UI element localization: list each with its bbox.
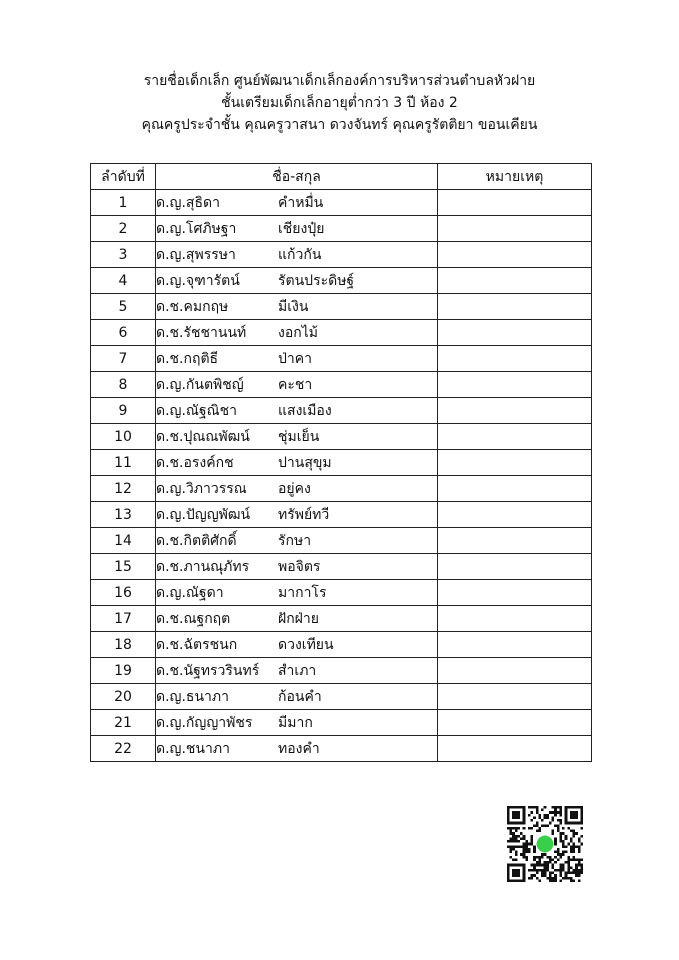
- table-header-row: [91, 164, 592, 190]
- table-row: [91, 346, 592, 372]
- student-first-name: ด.ช.กฤติธี: [156, 350, 219, 367]
- note-cell: [438, 554, 592, 580]
- student-name-cell: [156, 554, 438, 580]
- table-row: [91, 606, 592, 632]
- note-cell: [438, 398, 592, 424]
- row-number: 12: [91, 476, 156, 502]
- row-number: 7: [91, 346, 156, 372]
- student-name-cell: [156, 736, 438, 762]
- student-last-name: มากาโร: [278, 584, 327, 601]
- table-row: [91, 580, 592, 606]
- teachers-line: คุณครูประจำชั้น คุณครูวาสนา ดวงจันทร์ คุณครูรัตติยา ขอนเคียน: [141, 117, 538, 133]
- table-row: [91, 684, 592, 710]
- document-header: [0, 70, 679, 136]
- student-last-name: ทองคำ: [278, 740, 320, 757]
- student-last-name: ปานสุขุม: [278, 454, 332, 471]
- note-cell: [438, 216, 592, 242]
- student-last-name: ฝักฝ่าย: [278, 610, 319, 627]
- column-header-note: หมายเหตุ: [438, 164, 592, 190]
- note-cell: [438, 684, 592, 710]
- student-name-cell: [156, 372, 438, 398]
- note-cell: [438, 632, 592, 658]
- student-first-name: ด.ช.รัชชานนท์: [156, 324, 247, 341]
- student-name-cell: [156, 476, 438, 502]
- table-row: [91, 294, 592, 320]
- student-name-cell: [156, 216, 438, 242]
- column-header-number: ลำดับที่: [91, 164, 156, 190]
- student-last-name: สำเภา: [278, 662, 317, 679]
- row-number: 10: [91, 424, 156, 450]
- row-number: 17: [91, 606, 156, 632]
- row-number: 3: [91, 242, 156, 268]
- student-name-cell: [156, 658, 438, 684]
- student-first-name: ด.ญ.ธนาภา: [156, 688, 229, 705]
- table-row: [91, 736, 592, 762]
- student-name-cell: [156, 528, 438, 554]
- row-number: 14: [91, 528, 156, 554]
- student-name-cell: [156, 502, 438, 528]
- table-row: [91, 216, 592, 242]
- student-last-name: คะชา: [278, 376, 313, 393]
- table-row: [91, 268, 592, 294]
- row-number: 15: [91, 554, 156, 580]
- student-last-name: พอจิตร: [278, 558, 321, 575]
- table-row: [91, 398, 592, 424]
- student-name-cell: [156, 684, 438, 710]
- student-name-cell: [156, 242, 438, 268]
- student-first-name: ด.ช.กิตติศักดิ์: [156, 532, 237, 549]
- student-first-name: ด.ญ.วิภาวรรณ: [156, 480, 247, 497]
- student-name-cell: [156, 580, 438, 606]
- table-row: [91, 450, 592, 476]
- row-number: 20: [91, 684, 156, 710]
- column-header-name: ชื่อ-สกุล: [156, 164, 438, 190]
- student-last-name: เชียงปุ๋ย: [278, 220, 325, 237]
- row-number: 6: [91, 320, 156, 346]
- student-first-name: ด.ช.ภานณุภัทร: [156, 558, 250, 575]
- note-cell: [438, 320, 592, 346]
- table-row: [91, 502, 592, 528]
- row-number: 11: [91, 450, 156, 476]
- student-last-name: ป่าคา: [278, 350, 312, 367]
- table-row: [91, 710, 592, 736]
- row-number: 22: [91, 736, 156, 762]
- table-row: [91, 242, 592, 268]
- note-cell: [438, 294, 592, 320]
- note-cell: [438, 242, 592, 268]
- student-first-name: ด.ญ.ปัญญพัฒน์: [156, 506, 251, 523]
- table-row: [91, 190, 592, 216]
- table-row: [91, 554, 592, 580]
- row-number: 4: [91, 268, 156, 294]
- student-first-name: ด.ญ.กัญญาพัชร: [156, 714, 253, 731]
- row-number: 8: [91, 372, 156, 398]
- student-last-name: ก้อนคำ: [278, 688, 322, 705]
- note-cell: [438, 736, 592, 762]
- student-name-cell: [156, 632, 438, 658]
- student-first-name: ด.ญ.ชนาภา: [156, 740, 230, 757]
- student-first-name: ด.ญ.ณัฐดา: [156, 584, 224, 601]
- student-first-name: ด.ญ.จุฑารัตน์: [156, 272, 240, 289]
- student-last-name: มีมาก: [278, 714, 313, 731]
- student-name-cell: [156, 294, 438, 320]
- row-number: 13: [91, 502, 156, 528]
- student-last-name: คำหมื่น: [278, 194, 324, 211]
- note-cell: [438, 606, 592, 632]
- student-last-name: รักษา: [278, 532, 312, 549]
- student-roster-table: [90, 163, 592, 762]
- document-title: รายชื่อเด็กเล็ก ศูนย์พัฒนาเด็กเล็กองค์การบริหารส่วนตำบลหัวฝาย: [143, 73, 536, 89]
- table-body: [91, 190, 592, 762]
- student-last-name: แก้วกัน: [278, 246, 322, 263]
- student-name-cell: [156, 424, 438, 450]
- student-name-cell: [156, 398, 438, 424]
- student-first-name: ด.ญ.ณัฐณิชา: [156, 402, 237, 419]
- student-first-name: ด.ญ.สุธิดา: [156, 194, 220, 211]
- table-row: [91, 424, 592, 450]
- student-name-cell: [156, 346, 438, 372]
- student-first-name: ด.ช.ฉัตรชนก: [156, 636, 238, 653]
- student-name-cell: [156, 268, 438, 294]
- note-cell: [438, 190, 592, 216]
- student-name-cell: [156, 710, 438, 736]
- note-cell: [438, 502, 592, 528]
- note-cell: [438, 424, 592, 450]
- student-last-name: งอกไม้: [278, 324, 318, 341]
- student-first-name: ด.ญ.กันตพิชญ์: [156, 376, 244, 393]
- student-last-name: ทรัพย์ทวี: [278, 506, 330, 523]
- note-cell: [438, 528, 592, 554]
- qr-code-icon: [507, 806, 583, 882]
- table-row: [91, 372, 592, 398]
- student-first-name: ด.ญ.สุพรรษา: [156, 246, 236, 263]
- row-number: 1: [91, 190, 156, 216]
- row-number: 18: [91, 632, 156, 658]
- student-name-cell: [156, 190, 438, 216]
- student-first-name: ด.ช.ณฐกฤต: [156, 610, 231, 627]
- note-cell: [438, 580, 592, 606]
- row-number: 16: [91, 580, 156, 606]
- student-first-name: ด.ช.นัฐทรวรินทร์: [156, 662, 260, 679]
- note-cell: [438, 346, 592, 372]
- student-last-name: อยู่คง: [278, 480, 311, 497]
- student-last-name: ดวงเทียน: [278, 636, 334, 653]
- table-row: [91, 658, 592, 684]
- student-last-name: แสงเมือง: [278, 402, 332, 419]
- table-row: [91, 528, 592, 554]
- student-last-name: รัตนประดิษฐ์: [278, 272, 355, 289]
- note-cell: [438, 710, 592, 736]
- note-cell: [438, 658, 592, 684]
- student-first-name: ด.ญ.โศภิษฐา: [156, 220, 237, 237]
- row-number: 5: [91, 294, 156, 320]
- student-name-cell: [156, 320, 438, 346]
- student-last-name: ชุ่มเย็น: [278, 428, 320, 445]
- table-row: [91, 632, 592, 658]
- note-cell: [438, 372, 592, 398]
- table-row: [91, 320, 592, 346]
- note-cell: [438, 268, 592, 294]
- class-subtitle: ชั้นเตรียมเด็กเล็กอายุต่ำกว่า 3 ปี ห้อง 2: [221, 95, 458, 111]
- row-number: 19: [91, 658, 156, 684]
- note-cell: [438, 450, 592, 476]
- student-last-name: มีเงิน: [278, 298, 309, 315]
- student-first-name: ด.ช.คมกฤษ: [156, 298, 229, 315]
- student-first-name: ด.ช.ปุณณพัฒน์: [156, 428, 250, 445]
- student-name-cell: [156, 606, 438, 632]
- note-cell: [438, 476, 592, 502]
- row-number: 21: [91, 710, 156, 736]
- row-number: 9: [91, 398, 156, 424]
- student-name-cell: [156, 450, 438, 476]
- row-number: 2: [91, 216, 156, 242]
- student-first-name: ด.ช.อรงค์กช: [156, 454, 234, 471]
- line-logo-badge: [537, 836, 554, 853]
- table-row: [91, 476, 592, 502]
